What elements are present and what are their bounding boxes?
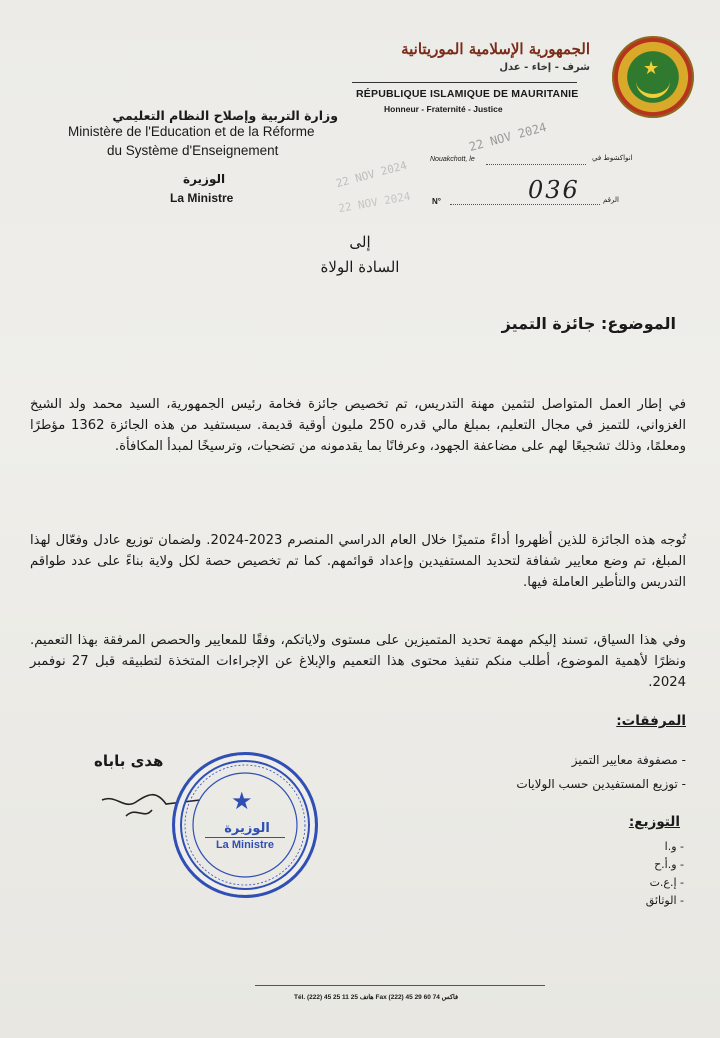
list-item: - توزيع المستفيدين حسب الولايات — [516, 777, 686, 791]
arabic-motto: شرف - إخاء - عدل — [499, 62, 590, 73]
attachments-heading: المرفقات: — [616, 713, 686, 729]
distribution-list — [646, 838, 684, 910]
date-line — [486, 164, 586, 165]
date-stamp: 22 NOV 2024 — [467, 119, 548, 155]
header-divider — [352, 82, 577, 83]
ministry-name-french-line2: du Système d'Enseignement — [107, 143, 279, 158]
place-date-label-arabic: انواكشوط في — [592, 154, 633, 162]
number-label-arabic: الرقم — [603, 196, 619, 204]
ministry-name-arabic: وزارة التربية وإصلاح النظام التعليمي — [112, 108, 338, 123]
letter-subject: الموضوع: جائزة التميز — [501, 314, 676, 333]
addressee-recipient: السادة الولاة — [320, 258, 400, 276]
place-date-label: Nouakchott, le — [430, 156, 475, 163]
body-paragraph-1: في إطار العمل المتواصل لتثمين مهنة التدريس، تم تخصيص جائزة فخامة رئيس الجمهورية، السيد محمد ولد الشيخ الغزواني، للتميز في مجال التعليم، بمبلغ مالي قدره 250 مليون أوقية قديمة. سيستفيد من هذه الجائزة 1362 مؤطرًا ومعلمًا، وذلك تشجيعًا لهم على مضاعفة الجهود، وعرفانًا بما يقدمونه من تضحيات، وترسيخًا لمبدأ المكافأة. — [30, 397, 686, 454]
footer-divider — [255, 985, 545, 986]
number-line — [450, 204, 600, 205]
stamp-star-icon: ★ — [231, 787, 253, 815]
distribution-heading: التوزيع: — [628, 814, 680, 830]
ministry-name-french-line1: Ministère de l'Education et de la Réforme — [68, 124, 315, 139]
faint-date-stamp-2: 22 NOV 2024 — [337, 189, 412, 216]
faint-date-stamp: 22 NOV 2024 — [334, 158, 409, 191]
stamp-title-french: La Ministre — [215, 839, 275, 851]
body-paragraph-3: وفي هذا السياق، تسند إليكم مهمة تحديد المتميزين على مستوى ولاياتكم، وفقًا للمعايير والحصص المرفقة بهذا التعميم. ونظرًا لأهمية الموضوع، أطلب منكم تنفيذ محتوى هذا التعميم والإبلاغ عن الإجراءات المتخذة لتطبيقه قبل 27 نوفمبر 2024. — [30, 633, 686, 690]
footer-contact: Tél. (222) 45 25 11 25 هاتف Fax (222) 45 29 60 74 فاكس — [294, 994, 459, 1001]
french-motto: Honneur - Fraternité - Justice — [384, 104, 503, 114]
national-seal-icon: ★ — [612, 36, 694, 118]
minister-title-french: La Ministre — [170, 191, 234, 205]
official-stamp — [172, 752, 318, 898]
addressee-to: إلى — [349, 233, 371, 251]
list-item: - و.أ.ح — [654, 858, 684, 871]
stamp-title-arabic: الوزيرة — [224, 821, 270, 836]
list-item: - مصفوفة معايير التميز — [571, 753, 686, 767]
list-item: - و.ا — [664, 840, 684, 853]
french-state-name: RÉPUBLIQUE ISLAMIQUE DE MAURITANIE — [356, 88, 579, 100]
minister-title-arabic: الوزيرة — [183, 172, 226, 186]
list-item: - الوثائق — [645, 894, 684, 907]
number-label: N° — [432, 197, 441, 206]
reference-number: 036 — [528, 176, 580, 204]
attachments-list — [516, 748, 686, 796]
body-paragraph-2: تُوجه هذه الجائزة للذين أظهروا أداءً متميزًا خلال العام الدراسي المنصرم 2023-2024. ولضمان توزيع عادل وفعّال لهذا المبلغ، تم وضع معايير شفافة لتحديد المستفيدين وإعداد قوائمهم. كما تم تخصيص حصة لكل ولاية بناءً على عدد طواقم التدريس والتأطير العاملة فيها. — [30, 533, 686, 590]
arabic-state-name: الجمهورية الإسلامية الموريتانية — [401, 40, 590, 58]
signer-name: هدى باباه — [94, 752, 164, 770]
list-item: - إ.ع.ت — [649, 876, 684, 889]
